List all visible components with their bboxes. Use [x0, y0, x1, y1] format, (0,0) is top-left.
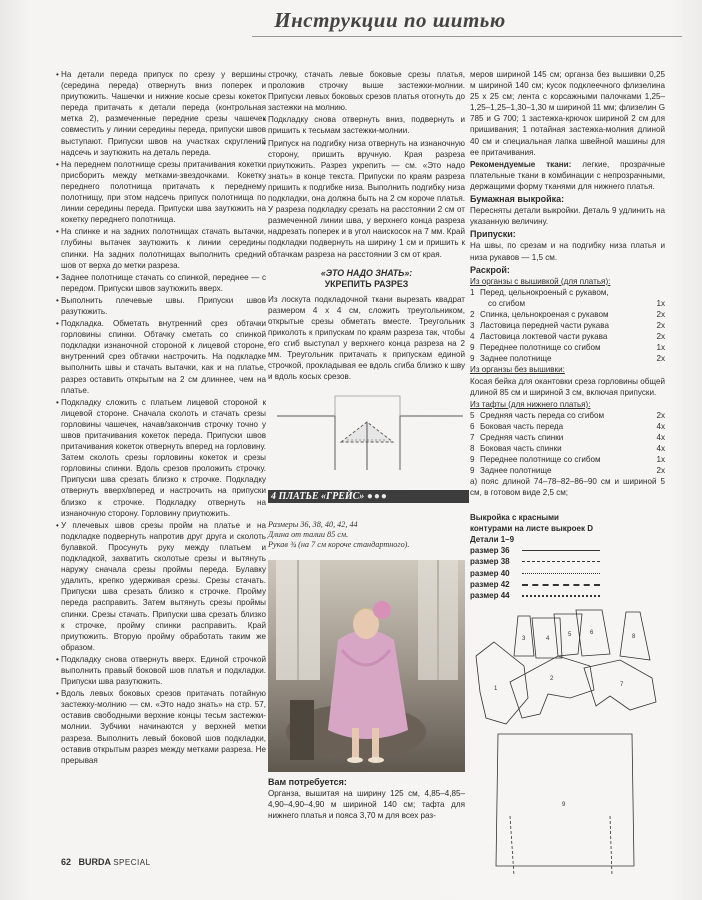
column-3	[470, 69, 665, 500]
cutting-text: Косая бейка для окантовки среза горловины общей длиной 85 см и шириной 3 см, включая припуски.	[470, 376, 665, 397]
size-line-solid	[522, 550, 600, 551]
spec-sizes: Размеры 36, 38, 40, 42, 44	[268, 520, 358, 529]
instruction-paragraph: • На переднем полотнище срезы притачивания кокетки присборить между метками-звездочками. Кокетку переднего полотнища притачать к переднему полотнищу, при этом надсечь припуск полотнища по линии середины переда. Припуски шва заутюжить на кокетку переднего полотнища.	[61, 159, 266, 226]
size-line-dashed	[522, 561, 600, 562]
page-number: 62	[61, 857, 72, 867]
spec-length: Длина от талии 85 см.	[268, 530, 349, 540]
piece-label: 1	[494, 686, 498, 692]
instruction-paragraph: • Подкладку снова отвернуть вниз, подвернуть и пришить к тесьмам застежки-молнии.	[268, 114, 465, 136]
materials-title: Вам потребуется:	[268, 777, 347, 787]
instruction-paragraph: • Подкладка. Обметать внутренний срез обтачки горловины спинки. Обтачку сметать со спинкой подкладки изнаночной стороной к лицевой стороне, внутренний срез обтачки настрочить. На подкладке выполнить швы и стачать вытачки, как и на платье, разрез оставить открытым на 2 см длиннее, чем на платье.	[61, 318, 266, 396]
pattern-pieces-diagram	[470, 606, 670, 886]
cutting-list	[470, 410, 665, 477]
cutting-group-title: Из тафты (для нижнего платья):	[470, 399, 591, 409]
materials-block	[268, 777, 465, 822]
piece-label: 6	[590, 630, 594, 636]
instruction-paragraph: • На спинке и на задних полотнищах стачать вытачки, глубины вытачек заутюжить к линии середины спинки. На задних полотнищах выполнить средний шов от верха до метки разреза.	[61, 226, 266, 270]
belt-text: а) пояс длиной 74–78–82–86–90 см и шириной 5 см, в готовом виде 2,5 см;	[470, 477, 665, 498]
instruction-paragraph: строчку, стачать левые боковые срезы платья, проложив строчку выше застежки-молнии. Припуски левых боковых срезов платья отогнуть до застежки на молнию.	[268, 70, 465, 113]
know-box-title: «ЭТО НАДО ЗНАТЬ»:	[320, 267, 413, 278]
pattern-title: Бумажная выкройка:	[470, 194, 565, 205]
size-row: размер 42	[470, 579, 670, 590]
cutting-list	[470, 287, 665, 365]
page-footer	[61, 857, 151, 867]
column-2	[268, 69, 465, 383]
title-dots: ●●●	[366, 491, 388, 502]
cutting-item: 6 Боковая часть переда 4x	[470, 421, 665, 431]
instruction-paragraph: • Подкладку сложить с платьем лицевой стороной к лицевой стороне. Сначала сколоть и стачать срезы горловины чашечек, начав/закончив строчку точно у швов притачивания кокеток переда. Припуски швов притачивания кокеток отвернуть вперед на горловину. Затем сколоть срезы горловины кокеток и срезы горловины спинки. Вдоль срезов проложить строчку. Припуски шва срезать близко к строчке. Подкладку отвернуть вверх/вперед и настрочить на припуски близко к строчке. Подкладку отвернуть на изнаночную сторону. Горловину приутюжить.	[61, 397, 266, 519]
cutting-item: 9 Переднее полотнище со сгибом 1x	[470, 343, 665, 353]
cutting-item: 5 Средняя часть переда со сгибом 2x	[470, 410, 665, 420]
instruction-paragraph: • Вдоль левых боковых срезов притачать потайную застежку-молнию — см. «Это надо знать» на стр. 57, оставив свободными верхние концы тесьм застежки-молнии. Зубчики начинаются у верхней метки разреза. Выполнить левый боковой шов подкладки, оставив открытым разрез между метками разреза. Не прерывая	[61, 688, 266, 766]
model-title-bar	[268, 490, 469, 503]
model-specs	[268, 520, 466, 551]
allowances-text: На швы, по срезам и на подгибку низа платья и низа рукавов — 1,5 см.	[470, 241, 665, 262]
piece-label: 9	[562, 802, 566, 808]
cutting-item: 7 Средняя часть спинки 4x	[470, 433, 665, 442]
legend-title-2: контурами на листе выкроек D	[470, 524, 593, 533]
fabrics-paragraph	[470, 159, 665, 192]
piece-label: 2	[550, 676, 554, 682]
instruction-paragraph: • Выполнить плечевые швы. Припуски швов разутюжить.	[61, 295, 266, 317]
allowances-title: Припуски:	[470, 229, 516, 240]
magazine-brand: BURDA	[78, 857, 111, 867]
know-box-subtitle: УКРЕПИТЬ РАЗРЕЗ	[324, 278, 409, 289]
magazine-special: SPECIAL	[113, 858, 151, 867]
cutting-item: со сгибом 1x	[488, 298, 665, 308]
column-1	[61, 69, 266, 767]
model-title: 4 ПЛАТЬЕ «ГРЕЙС»	[271, 491, 365, 502]
piece-label: 3	[522, 636, 526, 642]
cutting-item: 9 Заднее полотнище 2x	[470, 354, 665, 364]
materials-text: Органза, вышитая на ширину 125 см, 4,85–4,85–4,90–4,90–4,90 м шириной 140 см; тафта для нижнего платья и пояса 3,70 м для всех раз-	[268, 789, 465, 820]
spec-sleeve: Рукав ¾ (на 7 см короче стандартного).	[268, 540, 410, 550]
cutting-item: 9 Переднее полотнище со сгибом 1x	[470, 455, 665, 465]
model-photo	[268, 560, 465, 772]
cutting-item: 2 Спинка, цельнокроеная с рукавом 2x	[470, 309, 665, 319]
piece-label: 5	[568, 632, 572, 638]
slit-diagram	[275, 392, 465, 472]
piece-label: 4	[546, 636, 550, 642]
size-row: размер 36	[470, 545, 670, 556]
size-line-dotted	[522, 595, 600, 597]
know-box-text: Из лоскута подкладочной ткани вырезать квадрат размером 4 х 4 см, сложить треугольником, открытые срезы обметать вместе. Треугольник приколоть к припускам по краям разреза так, чтобы его сгиб выступал у верхнего конца разреза на 2 мм. Треугольник притачать к припускам единой строчкой, прокладывая ее вдоль сгиба близко к шву и вдоль косых срезов.	[268, 294, 465, 382]
materials-continued: меров шириной 145 см; органза без вышивки 0,25 м шириной 140 см; кусок подклеечного флизелина 25 х 25 см; лента с корсажными палочками 1,25–1,25–1,25–1,30–1,30 м шириной 11 мм; флизелин G 785 и G 700; 1 застежка-крючок шириной 2 см для пришивания; 1 потайная застежка-молния длиной 40 см и специальная лапка швейной машины для ее притачивания.	[470, 70, 665, 157]
size-line-dotdash	[522, 573, 600, 574]
cutting-item: 3 Ластовица передней части рукава 2x	[470, 321, 665, 331]
size-row: размер 40	[470, 568, 670, 579]
cutting-title: Раскрой:	[470, 264, 510, 275]
size-row: размер 44	[470, 590, 670, 601]
pattern-text: Пересняты детали выкройки. Деталь 9 удлинить на указанную величину.	[470, 206, 665, 227]
cutting-item: 8 Боковая часть спинки 4x	[470, 444, 665, 454]
know-box-heading	[268, 268, 465, 290]
instruction-paragraph: • Припуск на подгибку низа отвернуть на изнаночную сторону, пришить вручную. Края разреза приутюжить. Разрез укрепить — см. «Это надо знать» в конце текста. Припуски по краям разреза пришить к подгибке низа. Выполнить подгибку низа подкладки, она должна быть на 2 см короче платья. У разреза подкладку срезать на расстоянии 2 см от размеченной линии шва, у верхнего конца разреза надрезать поперек и в угол наискосок на 7 мм. Край подкладки подвернуть на ширину 1 см и пришить к обтачкам разреза на расстоянии 3 см от края.	[268, 138, 465, 260]
legend-title-1: Выкройка с красными	[470, 513, 559, 522]
instruction-paragraph: • Подкладку снова отвернуть вверх. Единой строчкой выполнить правый боковой шов платья и подкладки. Припуски шва разутюжить.	[61, 654, 266, 687]
instruction-paragraph: • У плечевых швов срезы пройм на платье и на подкладке подвернуть напротив друг друга и сколоть булавкой. Просунуть руку между платьем и подкладкой, захватить сколотые срезы и вытянуть наружу сначала срезы проймы переда. Булавку удалить, крепко удерживая срезы. Срезы стачать. Припуски шва срезать близко к строчке. Пройму переда расправить. Затем вытянуть срезы проймы спинки. Срезы стачать. Припуски шва срезать близко к строчке, пройму спинки расправить. Край приутюжить. Вторую пройму обработать таким же образом.	[61, 520, 266, 653]
size-line-longdash	[522, 584, 600, 586]
legend-title-3: Детали 1–9	[470, 535, 515, 544]
fabrics-text: легкие, прозрачные плательные ткани в комбинации с непрозрачными, держащими форму тканями для нижнего платья.	[470, 159, 665, 191]
cutting-group-title: Из органзы с вышивкой (для платья):	[470, 276, 611, 286]
cutting-item: 4 Ластовица локтевой части рукава 2x	[470, 332, 665, 342]
cutting-item: 1 Перед, цельнокроеный с рукавом,	[470, 287, 609, 297]
fabrics-title: Рекомендуемые ткани:	[470, 159, 572, 169]
page-header: Инструкции по шитью	[274, 8, 506, 32]
instruction-paragraph: • Заднее полотнище стачать со спинкой, переднее — с передом. Припуски швов заутюжить вверх.	[61, 272, 266, 294]
header-divider	[252, 36, 682, 37]
cutting-item: 9 Заднее полотнище 2x	[470, 466, 665, 476]
cutting-group-title: Из органзы без вышивки:	[470, 365, 565, 375]
instruction-paragraph: • На детали переда припуск по срезу у вершины (середина переда) отвернуть вниз поперек и приутюжить. Чашечки и нижние косые срезы кокеток переда притачать к детали переда (контрольная метка 2), размеченные передние срезы чашечек совместить у линии середины переда, припуски швов выступают. Припуски швов на участках скруглений надсечь и заутюжить на деталь переда.	[61, 69, 266, 158]
pattern-sheet-legend	[470, 512, 670, 601]
piece-label: 7	[620, 682, 624, 688]
size-row: размер 38	[470, 556, 670, 567]
piece-label: 8	[632, 634, 636, 640]
